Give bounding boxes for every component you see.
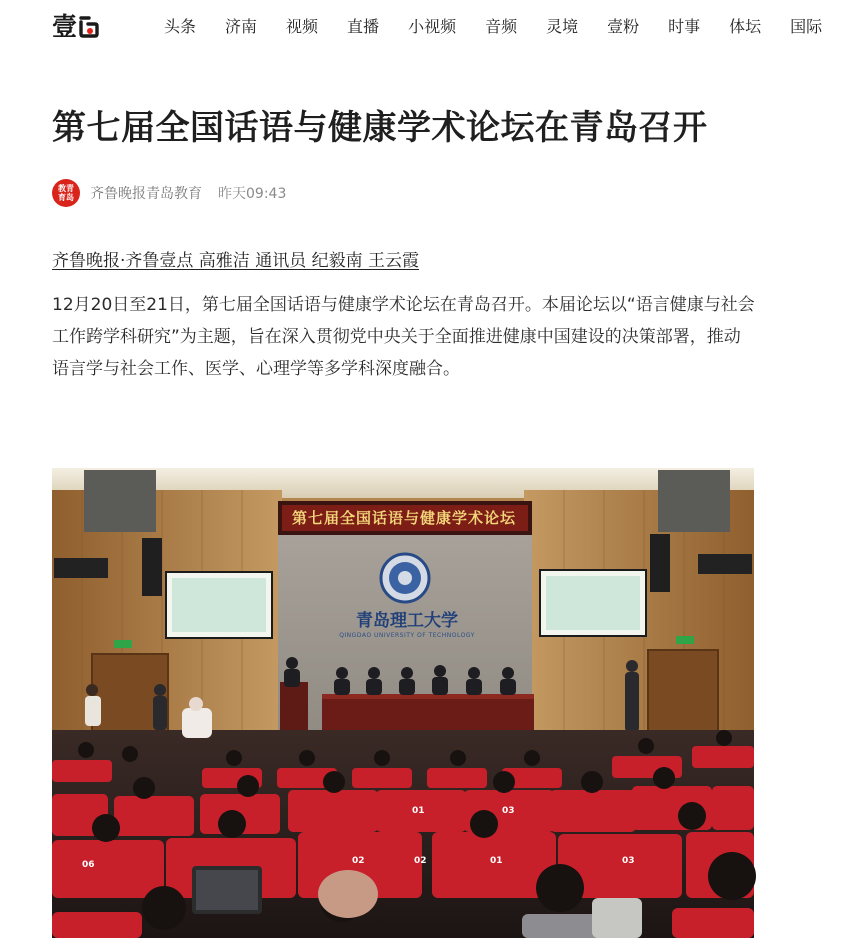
main-nav xyxy=(164,0,851,54)
conference-hall-scene xyxy=(52,468,754,938)
seat-number: 02 xyxy=(352,856,365,866)
nav-item-audio[interactable]: 音频 xyxy=(485,17,518,36)
article xyxy=(52,100,757,385)
seat-number: 03 xyxy=(622,856,635,866)
author-name[interactable]: 齐鲁晚报青岛教育 xyxy=(90,186,202,202)
seat-number: 06 xyxy=(82,860,95,870)
logo-mark-icon xyxy=(77,14,101,40)
site-logo[interactable] xyxy=(52,12,101,42)
article-paragraph: 12月20日至21日，第七届全国话语与健康学术论坛在青岛召开。本届论坛以“语言健康与社会工作跨学科研究”为主题，旨在深入贯彻党中央关于全面推进健康中国建设的决策部署，推动语言学与社会工作、医学、心理学等多学科深度融合。 xyxy=(52,295,755,379)
nav-item-international[interactable]: 国际 xyxy=(790,17,823,36)
nav-item-video[interactable]: 视频 xyxy=(286,17,319,36)
avatar-text-top: 教青 xyxy=(58,183,74,193)
photo-university-name: 青岛理工大学 xyxy=(356,611,458,631)
nav-item-current-affairs[interactable]: 时事 xyxy=(668,17,701,36)
nav-item-sports[interactable]: 体坛 xyxy=(729,17,762,36)
article-photo[interactable] xyxy=(52,468,754,938)
article-title: 第七届全国话语与健康学术论坛在青岛召开 xyxy=(52,108,708,148)
nav-item-short-video[interactable]: 小视频 xyxy=(408,17,457,36)
photo-university-subtitle: QINGDAO UNIVERSITY OF TECHNOLOGY xyxy=(339,632,475,639)
nav-item-toutiao[interactable]: 头条 xyxy=(164,17,197,36)
top-navigation-bar xyxy=(0,0,823,54)
author-avatar[interactable] xyxy=(52,179,80,207)
seat-number: 01 xyxy=(490,856,503,866)
seat-number: 01 xyxy=(412,806,425,816)
publish-time: 昨天09:43 xyxy=(218,186,287,202)
seat-number: 02 xyxy=(414,856,427,866)
nav-item-live[interactable]: 直播 xyxy=(347,17,380,36)
nav-item-lingjing[interactable]: 灵境 xyxy=(546,17,579,36)
article-meta xyxy=(52,178,757,208)
seat-number: 03 xyxy=(502,806,515,816)
nav-item-yifen[interactable]: 壹粉 xyxy=(607,17,640,36)
nav-item-jinan[interactable]: 济南 xyxy=(225,17,258,36)
logo-text: 壹 xyxy=(52,12,77,41)
article-byline: 齐鲁晚报·齐鲁壹点 高雅洁 通讯员 纪毅南 王云霞 xyxy=(52,251,420,271)
avatar-text-bottom: 育岛 xyxy=(58,192,74,202)
photo-banner-text: 第七届全国话语与健康学术论坛 xyxy=(291,509,516,527)
